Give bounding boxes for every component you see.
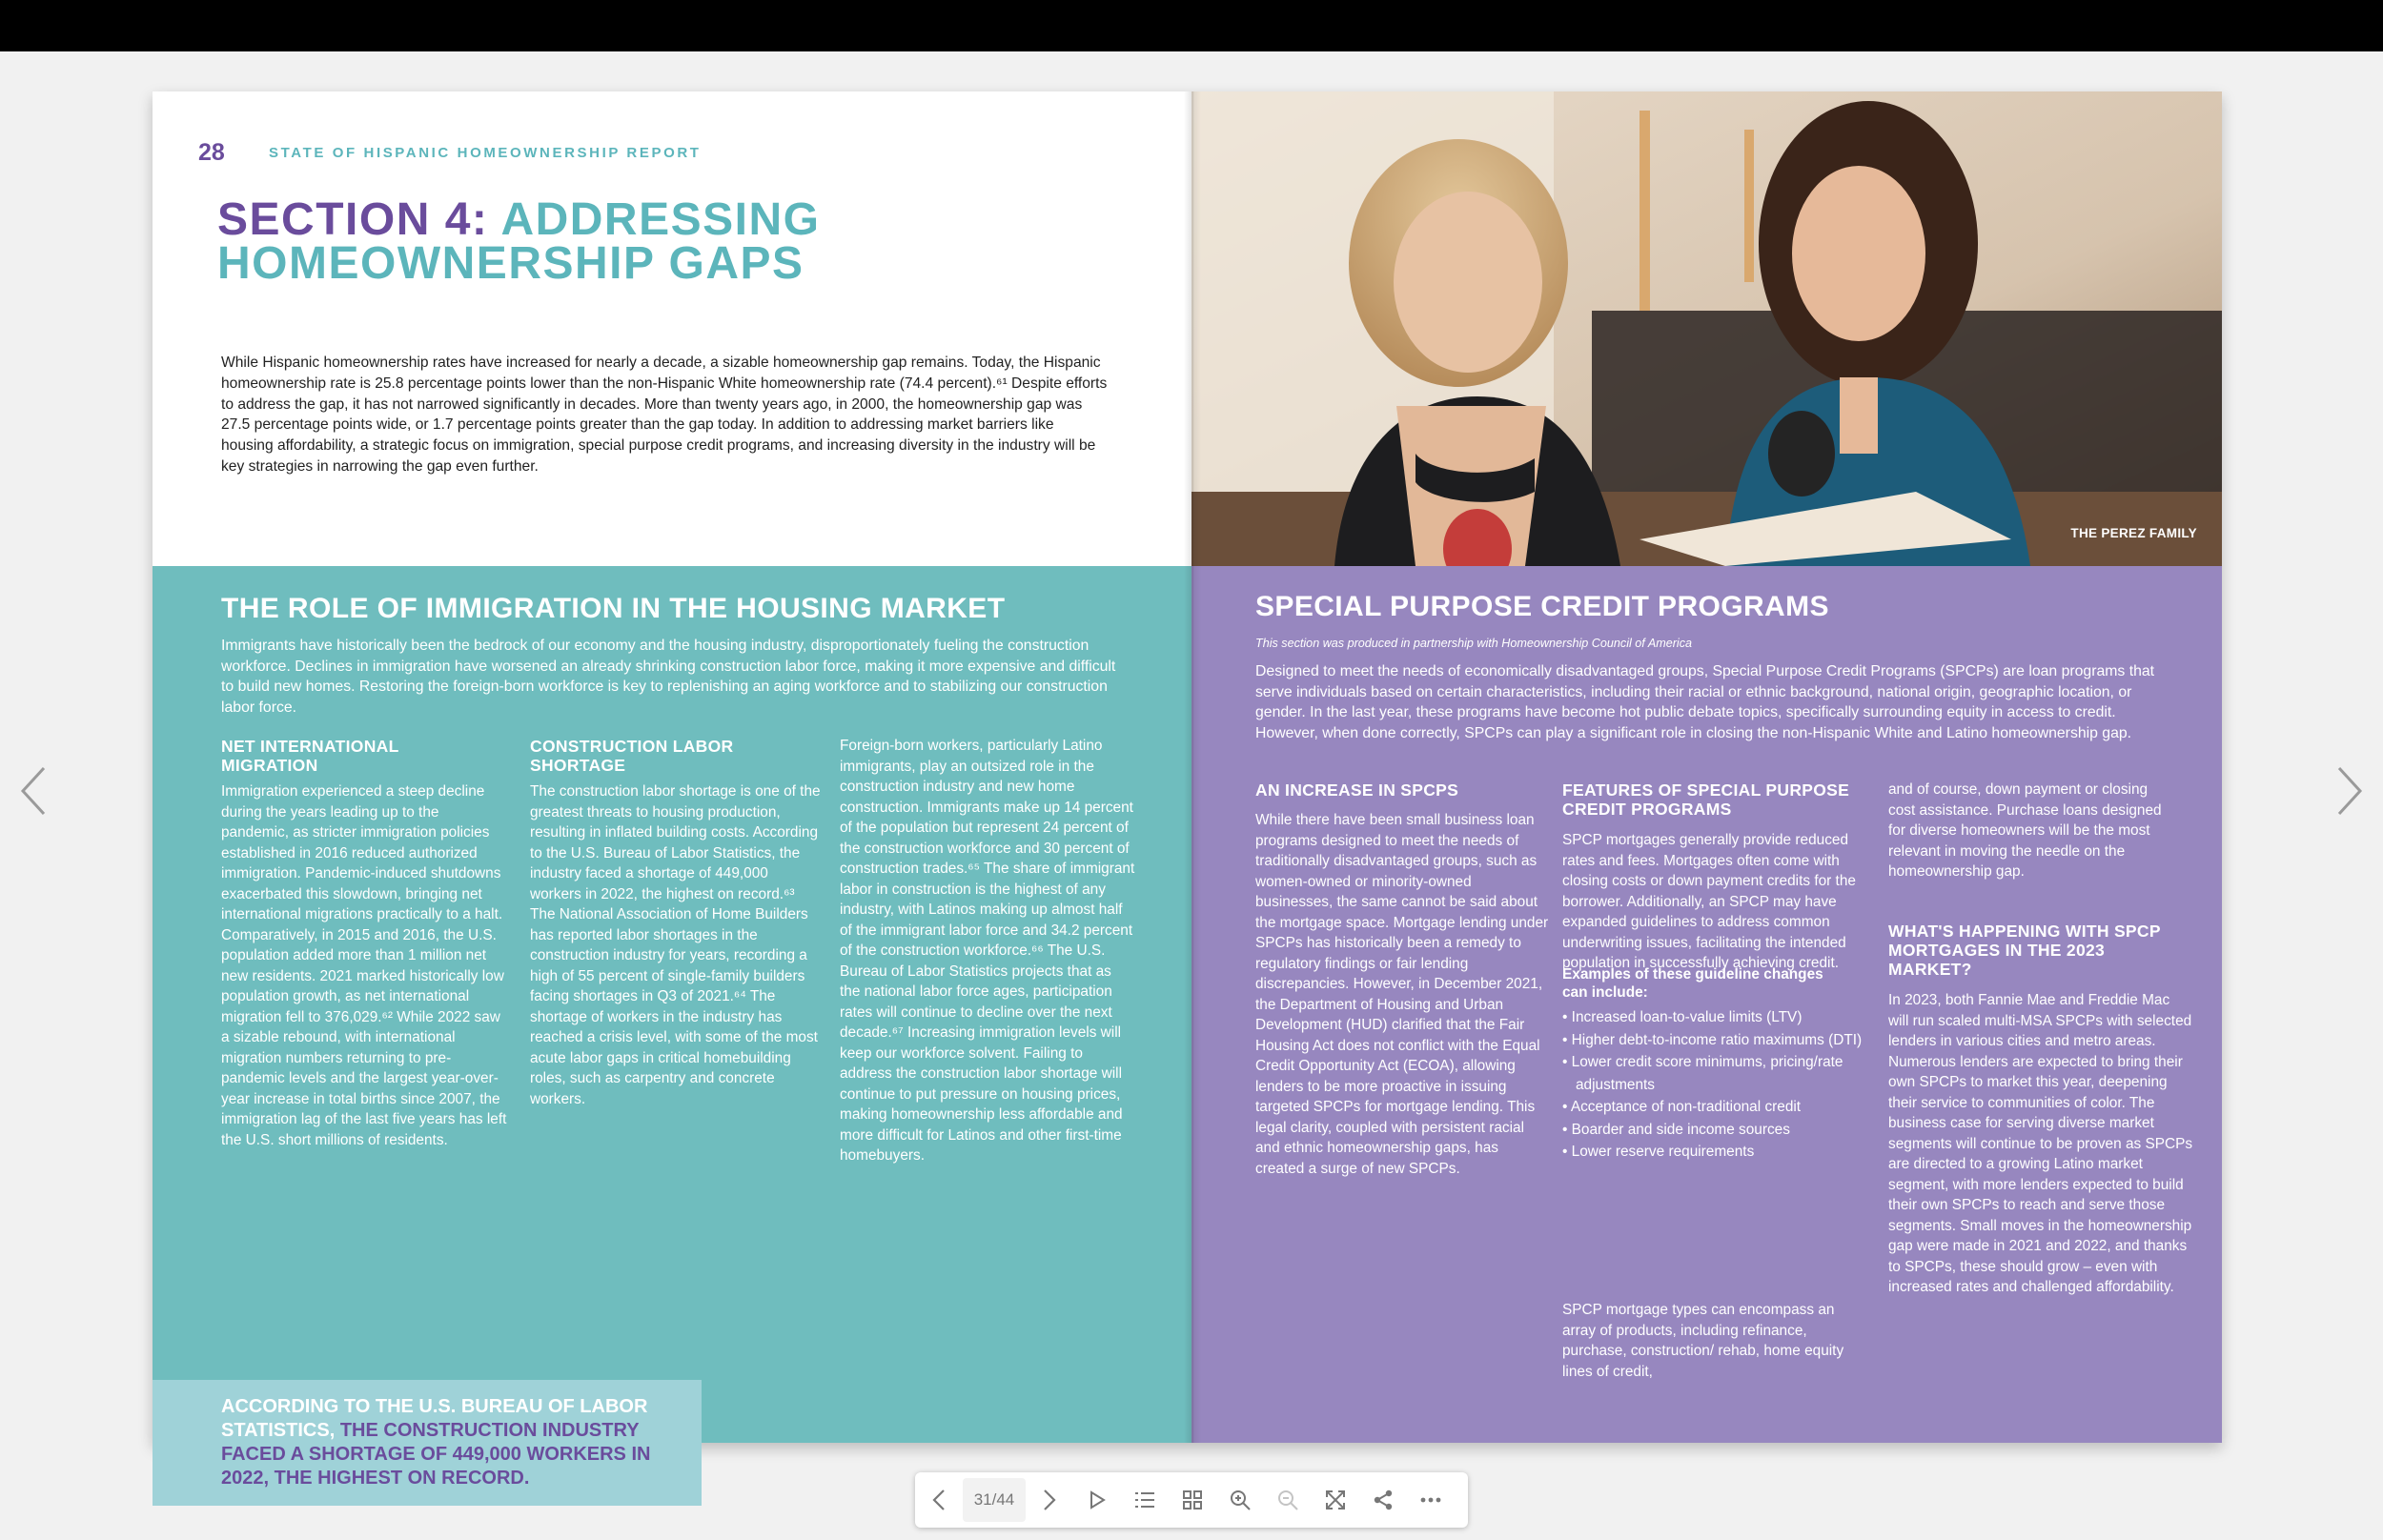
labor-shortage-heading: CONSTRUCTION LABOR SHORTAGE [530, 737, 734, 775]
whats-happening-text: In 2023, both Fannie Mae and Freddie Mac will run scaled multi-MSA SPCPs with selected lenders in various cities and metro areas. Numerous lenders are expected to bring their own SPCPs to market this year, deepening their service to communities of color. The business case for serving diverse market segments will continue to be proven as SPCPs are directed to a growing Latino market segment, with more lenders expected to build their own SPCPs to reach and serve those segments. Small moves in the homeownership gap were made in 2021 and 2022, and thanks to SPCPs, these should grow – even with increased rates and challenged affordability. [1888, 992, 2193, 1295]
zoom-in-icon [1229, 1489, 1252, 1511]
left-page [153, 91, 1192, 1489]
immigration-heading: THE ROLE OF IMMIGRATION IN THE HOUSING MARKET [221, 593, 1006, 624]
col3-text: and of course, down payment or closing cost assistance. Purchase loans designed for diverse homeowners will be the most relevant in moving the needle on the homeownership gap. [1888, 781, 2162, 880]
next-page-button[interactable] [1026, 1472, 1073, 1528]
chevron-left-icon [930, 1488, 947, 1512]
thumbnails-button[interactable] [1169, 1472, 1216, 1528]
intro-paragraph: While Hispanic homeownership rates have increased for nearly a decade, a sizable homeownership gap remains. Today, the Hispanic homeownership rate is 25.8 percentage points lower than the non-Hispanic White homeownership rate (74.4 percent).⁶¹ Despite efforts to address the gap, it has not narrowed significantly in decades. More than twenty years ago, in 2000, the homeownership gap was 27.5 percentage points wide, or 1.7 percentage points greater than the gap today. In addition to addressing market barriers like housing affordability, a strategic focus on immigration, special purpose credit programs, and increasing diversity in the industry will be key strategies in narrowing the gap even further. [221, 355, 1108, 475]
immigration-lead: Immigrants have historically been the bedrock of our economy and the housing industry, disproportionately fueling the construction workforce. Declines in immigration have worsened an already shrinking construction labor force, making it more expensive and difficult to build new homes. Restoring the foreign-born workforce is key to replenishing an aging workforce and to stabilizing our construction labor force. [221, 638, 1116, 716]
net-migration-text: Immigration experienced a steep decline during the years leading up to the pandemic, as stricter immigration policies established in 2016 reduced authorized immigration. Pandemic-induced shutdowns exacerbated this slowdown, bringing net international migrations practically to a halt. Comparatively, in 2015 and 2016, the U.S. population added more than 1 million net new residents. 2021 marked historically low population growth, as net international migration fell to 376,029.⁶² While 2022 saw a sizable rebound, with international migration numbers returning to pre-pandemic levels and the largest year-over-year increase in total births since 2007, the immigration lag of the last five years has left the U.S. short millions of residents. [221, 783, 507, 1148]
callout-part-1: ACCORDING TO THE U.S. BUREAU OF LABOR STATISTICS, [221, 1396, 648, 1441]
examples-heading: Examples of these guideline changes can include: [1562, 966, 1823, 1001]
features-text: SPCP mortgages generally provide reduced rates and fees. Mortgages often come with closing costs or down payment credits for the borrower. Additionally, an SPCP may have expanded guidelines to address common underwriting issues, facilitating the intended population in successfully achieving credit. [1562, 832, 1856, 971]
list-item: • Lower credit score minimums, pricing/rate adjustments [1562, 1054, 1843, 1093]
page-counter[interactable]: 31/44 [963, 1478, 1026, 1522]
list-item: • Increased loan-to-value limits (LTV) [1562, 1009, 1803, 1025]
report-name: STATE OF HISPANIC HOMEOWNERSHIP REPORT [269, 145, 702, 161]
features-heading: FEATURES OF SPECIAL PURPOSE CREDIT PROGRAMS [1562, 780, 1850, 819]
section-title-line-2: HOMEOWNERSHIP GAPS [217, 238, 805, 289]
foreign-born-text: Foreign-born workers, particularly Latino immigrants, play an outsized role in the construction industry and new home construction. Immigrants make up 14 percent of the population but represent 24 percent of the construction workforce and 30 percent of construction trades.⁶⁵ The share of immigrant labor in construction is the highest of any industry, with Latinos making up almost half of the immigrant labor force and 34.2 percent of the construction workforce.⁶⁶ The U.S. Bureau of Labor Statistics projects that as the national labor force ages, participation rates will continue to decline over the next decade.⁶⁷ Increasing immigration levels will keep our workforce solvent. Failing to address the construction labor shortage will continue to put pressure on housing prices, making homeownership less affordable and more difficult for Latinos and other first-time homebuyers. [840, 738, 1135, 1164]
fullscreen-icon [1324, 1489, 1347, 1511]
spcp-section [1192, 566, 2222, 1443]
increase-text: While there have been small business loan programs designed to meet the needs of traditionally disadvantaged groups, such as women-owned or minority-owned businesses, the same cannot be said about the mortgage space. Mortgage lending under SPCPs has historically been a remedy to regulatory findings or fair lending discrepancies. However, in December 2021, the Department of Housing and Urban Development (HUD) clarified that the Fair Housing Act does not conflict with the Equal Credit Opportunity Act (ECOA), allowing lenders to be more proactive in issuing targeted SPCPs for mortgage lending. This legal clarity, coupled with persistent racial and ethnic homeownership gaps, has created a surge of new SPCPs. [1255, 812, 1549, 1177]
page-number: 28 [198, 139, 225, 166]
photo-credit: THE PEREZ FAMILY [2070, 526, 2197, 540]
share-button[interactable] [1359, 1472, 1407, 1528]
callout-part-2: THE CONSTRUCTION INDUSTRY FACED A SHORTAGE OF 449,000 WORKERS IN 2022, THE HIGHEST ON RECORD. [221, 1420, 651, 1489]
list-item: • Acceptance of non-traditional credit [1562, 1099, 1802, 1115]
flipbook-spread [153, 91, 2222, 1489]
prev-page-button[interactable] [915, 1472, 963, 1528]
right-page [1192, 91, 2222, 1443]
partnership-note: This section was produced in partnership with Homeownership Council of America [1255, 637, 1693, 650]
more-icon [1419, 1496, 1442, 1504]
zoom-in-button[interactable] [1216, 1472, 1264, 1528]
table-of-contents-button[interactable] [1121, 1472, 1169, 1528]
features-text-continued: SPCP mortgage types can encompass an array of products, including refinance, purchase, construction/ rehab, home equity lines of credit, [1562, 1302, 1844, 1380]
examples-list [1562, 1006, 1867, 1164]
fullscreen-button[interactable] [1312, 1472, 1359, 1528]
list-item: • Lower reserve requirements [1562, 1144, 1755, 1160]
section-title-line-1: ADDRESSING [500, 194, 821, 245]
family-photo [1192, 91, 2222, 566]
list-icon [1133, 1489, 1156, 1510]
immigration-section [153, 566, 1192, 1489]
spcp-heading: SPECIAL PURPOSE CREDIT PROGRAMS [1255, 591, 1829, 622]
section-label: SECTION 4: [217, 194, 489, 245]
whats-happening-heading: WHAT'S HAPPENING WITH SPCP MORTGAGES IN THE 2023 MARKET? [1888, 922, 2161, 979]
top-bar [0, 0, 2383, 51]
chevron-right-icon [1041, 1488, 1058, 1512]
viewer-toolbar [915, 1472, 1468, 1528]
play-icon [1087, 1489, 1108, 1510]
grid-icon [1182, 1489, 1203, 1510]
increase-heading: AN INCREASE IN SPCPS [1255, 780, 1459, 800]
net-migration-heading: NET INTERNATIONAL MIGRATION [221, 737, 399, 775]
previous-page-arrow-icon[interactable] [5, 753, 62, 829]
list-item: • Boarder and side income sources [1562, 1121, 1790, 1138]
next-page-arrow-icon[interactable] [2321, 753, 2378, 829]
zoom-out-icon [1276, 1489, 1299, 1511]
zoom-out-button[interactable] [1264, 1472, 1312, 1528]
list-item: • Higher debt-to-income ratio maximums (DTI) [1562, 1031, 1863, 1048]
spcp-lead: Designed to meet the needs of economically disadvantaged groups, Special Purpose Credit Programs (SPCPs) are loan programs that serve individuals based on certain characteristics, including their racial or ethnic background, national origin, geographic location, or gender. In the last year, these programs have become hot public debate topics, specifically surrounding equity in access to credit. However, when done correctly, SPCPs can play a significant role in closing the non-Hispanic White and Latino homeownership gap. [1255, 663, 2155, 741]
share-icon [1372, 1489, 1395, 1511]
section-title [217, 194, 821, 289]
callout-text [221, 1395, 698, 1490]
autoplay-button[interactable] [1073, 1472, 1121, 1528]
labor-shortage-text: The construction labor shortage is one of the greatest threats to housing production, resulting in inflated building costs. According to the U.S. Bureau of Labor Statistics, the industry faced a shortage of 449,000 workers in 2022, the highest on record.⁶³ The National Association of Home Builders has reported labor shortages in the construction industry for years, recording a high of 55 percent of single-family builders facing shortages in Q3 of 2021.⁶⁴ The shortage of workers in the industry has reached a crisis level, with some of the most acute labor gaps in critical homebuilding roles, such as carpentry and concrete workers. [530, 783, 821, 1107]
more-options-button[interactable] [1407, 1472, 1455, 1528]
